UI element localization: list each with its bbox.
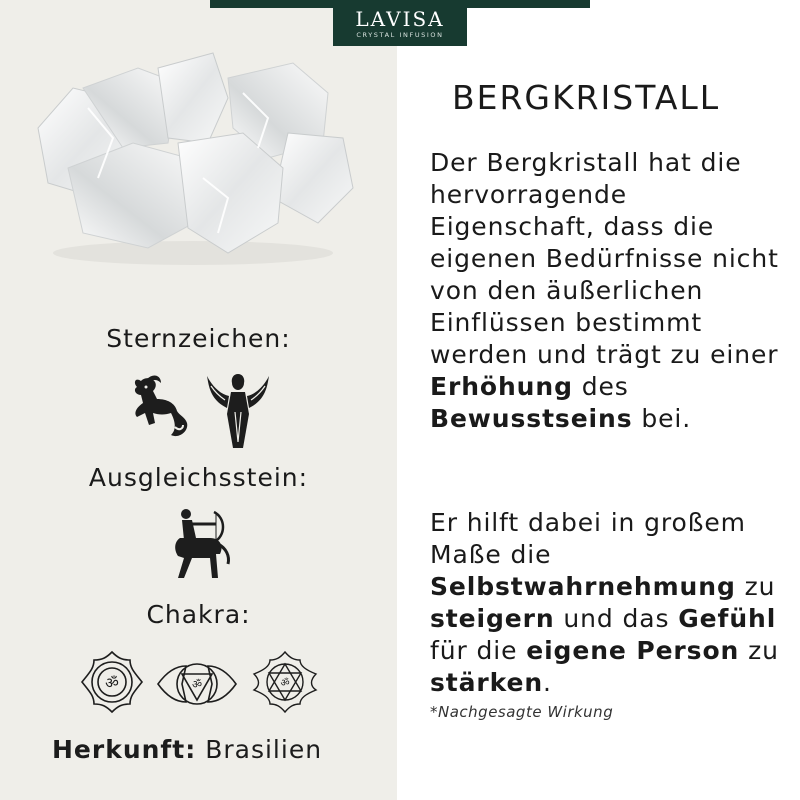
- herkunft-key: Herkunft:: [52, 735, 197, 764]
- ausgleichsstein-label: Ausgleichsstein:: [88, 463, 309, 492]
- brand-logo: LAVISA: [355, 6, 445, 31]
- p1-text-2: des: [572, 372, 629, 401]
- description-paragraph-2: [430, 507, 785, 699]
- virgo-icon: [205, 372, 271, 450]
- heart-chakra-icon: [250, 650, 320, 714]
- p2-bold-4: eigene Person: [526, 636, 740, 665]
- p2-text-4: für die: [430, 636, 527, 665]
- p1-bold-1: Erhöhung: [430, 372, 573, 401]
- p2-text-1: Er hilft dabei in großem Maße die: [430, 508, 746, 569]
- p1-text-3: bei.: [632, 404, 692, 433]
- herkunft-line: [52, 735, 322, 764]
- footnote: *Nachgesagte Wirkung: [430, 703, 614, 721]
- sternzeichen-label: Sternzeichen:: [106, 324, 291, 353]
- p2-bold-2: steigern: [430, 604, 555, 633]
- page-title: BERGKRISTALL: [452, 78, 721, 117]
- p2-text-6: .: [543, 668, 552, 697]
- svg-text:ॐ: ॐ: [105, 674, 119, 692]
- p2-text-5: zu: [739, 636, 779, 665]
- description-paragraph-1: [430, 147, 785, 435]
- crystal-image: [28, 48, 358, 268]
- p1-text-1: Der Bergkristall hat die hervorragende Eigenschaft, dass die eigenen Bedürfnisse nicht von den äußerlichen Einflüssen bestimmt werden und trägt zu einer: [430, 148, 779, 369]
- third-eye-chakra-icon: [156, 656, 238, 712]
- brand-tagline: CRYSTAL INFUSION: [356, 30, 444, 39]
- p2-bold-5: stärken: [430, 668, 544, 697]
- chakra-label: Chakra:: [146, 600, 251, 629]
- p1-bold-2: Bewusstseins: [430, 404, 633, 433]
- p2-text-3: und das: [554, 604, 679, 633]
- p2-bold-1: Selbstwahrnehmung: [430, 572, 736, 601]
- crown-chakra-icon: [80, 650, 144, 714]
- herkunft-value: Brasilien: [196, 735, 323, 764]
- capricorn-icon: [127, 373, 195, 443]
- svg-text:ॐ: ॐ: [191, 678, 203, 691]
- sagittarius-icon: [170, 508, 232, 584]
- svg-text:ॐ: ॐ: [280, 678, 290, 689]
- p2-text-2: zu: [735, 572, 776, 601]
- brand-logo-tab: [333, 0, 467, 46]
- p2-bold-3: Gefühl: [678, 604, 777, 633]
